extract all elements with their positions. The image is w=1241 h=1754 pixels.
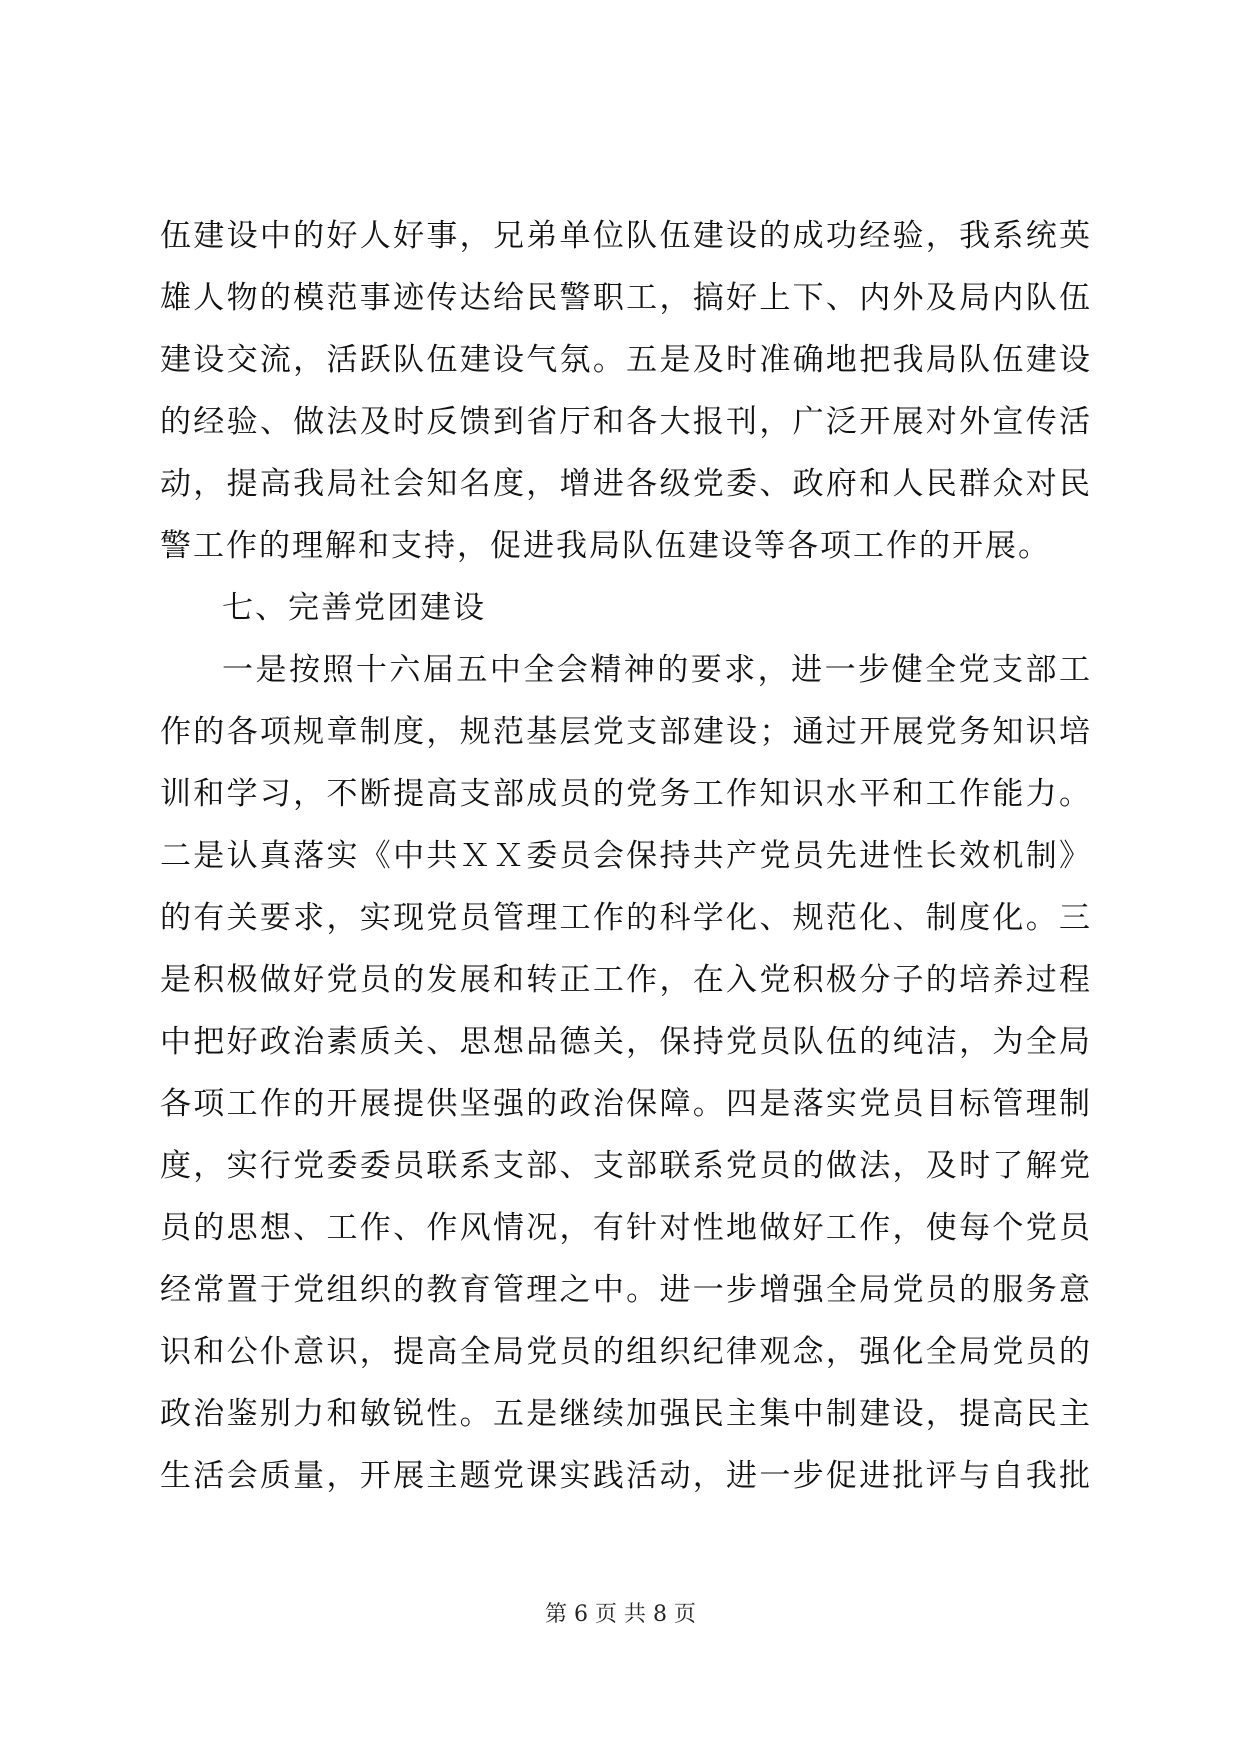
page-number-footer: 第 6 页 共 8 页 — [545, 1602, 696, 1627]
text-line: 建设交流，活跃队伍建设气氛。五是及时准确地把我局队伍建设 — [160, 342, 1090, 378]
text-line: 生活会质量，开展主题党课实践活动，进一步促进批评与自我批 — [160, 1458, 1090, 1494]
section-heading: 七、完善党团建设 — [222, 590, 486, 626]
document-body — [160, 205, 1090, 1507]
text-line: 作的各项规章制度，规范基层党支部建设；通过开展党务知识培 — [160, 714, 1090, 750]
text-line: 经常置于党组织的教育管理之中。进一步增强全局党员的服务意 — [160, 1272, 1090, 1308]
text-line: 各项工作的开展提供坚强的政治保障。四是落实党员目标管理制 — [160, 1086, 1090, 1122]
text-line: 一是按照十六届五中全会精神的要求，进一步健全党支部工 — [222, 652, 1090, 688]
text-line: 训和学习，不断提高支部成员的党务工作知识水平和工作能力。 — [160, 776, 1090, 812]
text-line: 二是认真落实《中共ＸＸ委员会保持共产党员先进性长效机制》 — [160, 838, 1090, 874]
text-line: 政治鉴别力和敏锐性。五是继续加强民主集中制建设，提高民主 — [160, 1396, 1090, 1432]
text-line: 度，实行党委委员联系支部、支部联系党员的做法，及时了解党 — [160, 1148, 1090, 1184]
text-line: 伍建设中的好人好事，兄弟单位队伍建设的成功经验，我系统英 — [160, 218, 1090, 254]
text-line: 的经验、做法及时反馈到省厅和各大报刊，广泛开展对外宣传活 — [160, 404, 1090, 440]
text-line: 警工作的理解和支持，促进我局队伍建设等各项工作的开展。 — [160, 528, 1051, 564]
text-line: 的有关要求，实现党员管理工作的科学化、规范化、制度化。三 — [160, 900, 1090, 936]
text-line: 动，提高我局社会知名度，增进各级党委、政府和人民群众对民 — [160, 466, 1090, 502]
text-line: 中把好政治素质关、思想品德关，保持党员队伍的纯洁，为全局 — [160, 1024, 1090, 1060]
text-line: 是积极做好党员的发展和转正工作，在入党积极分子的培养过程 — [160, 962, 1090, 998]
text-line: 识和公仆意识，提高全局党员的组织纪律观念，强化全局党员的 — [160, 1334, 1090, 1370]
text-line: 员的思想、工作、作风情况，有针对性地做好工作，使每个党员 — [160, 1210, 1090, 1246]
text-line: 雄人物的模范事迹传达给民警职工，搞好上下、内外及局内队伍 — [160, 280, 1090, 316]
